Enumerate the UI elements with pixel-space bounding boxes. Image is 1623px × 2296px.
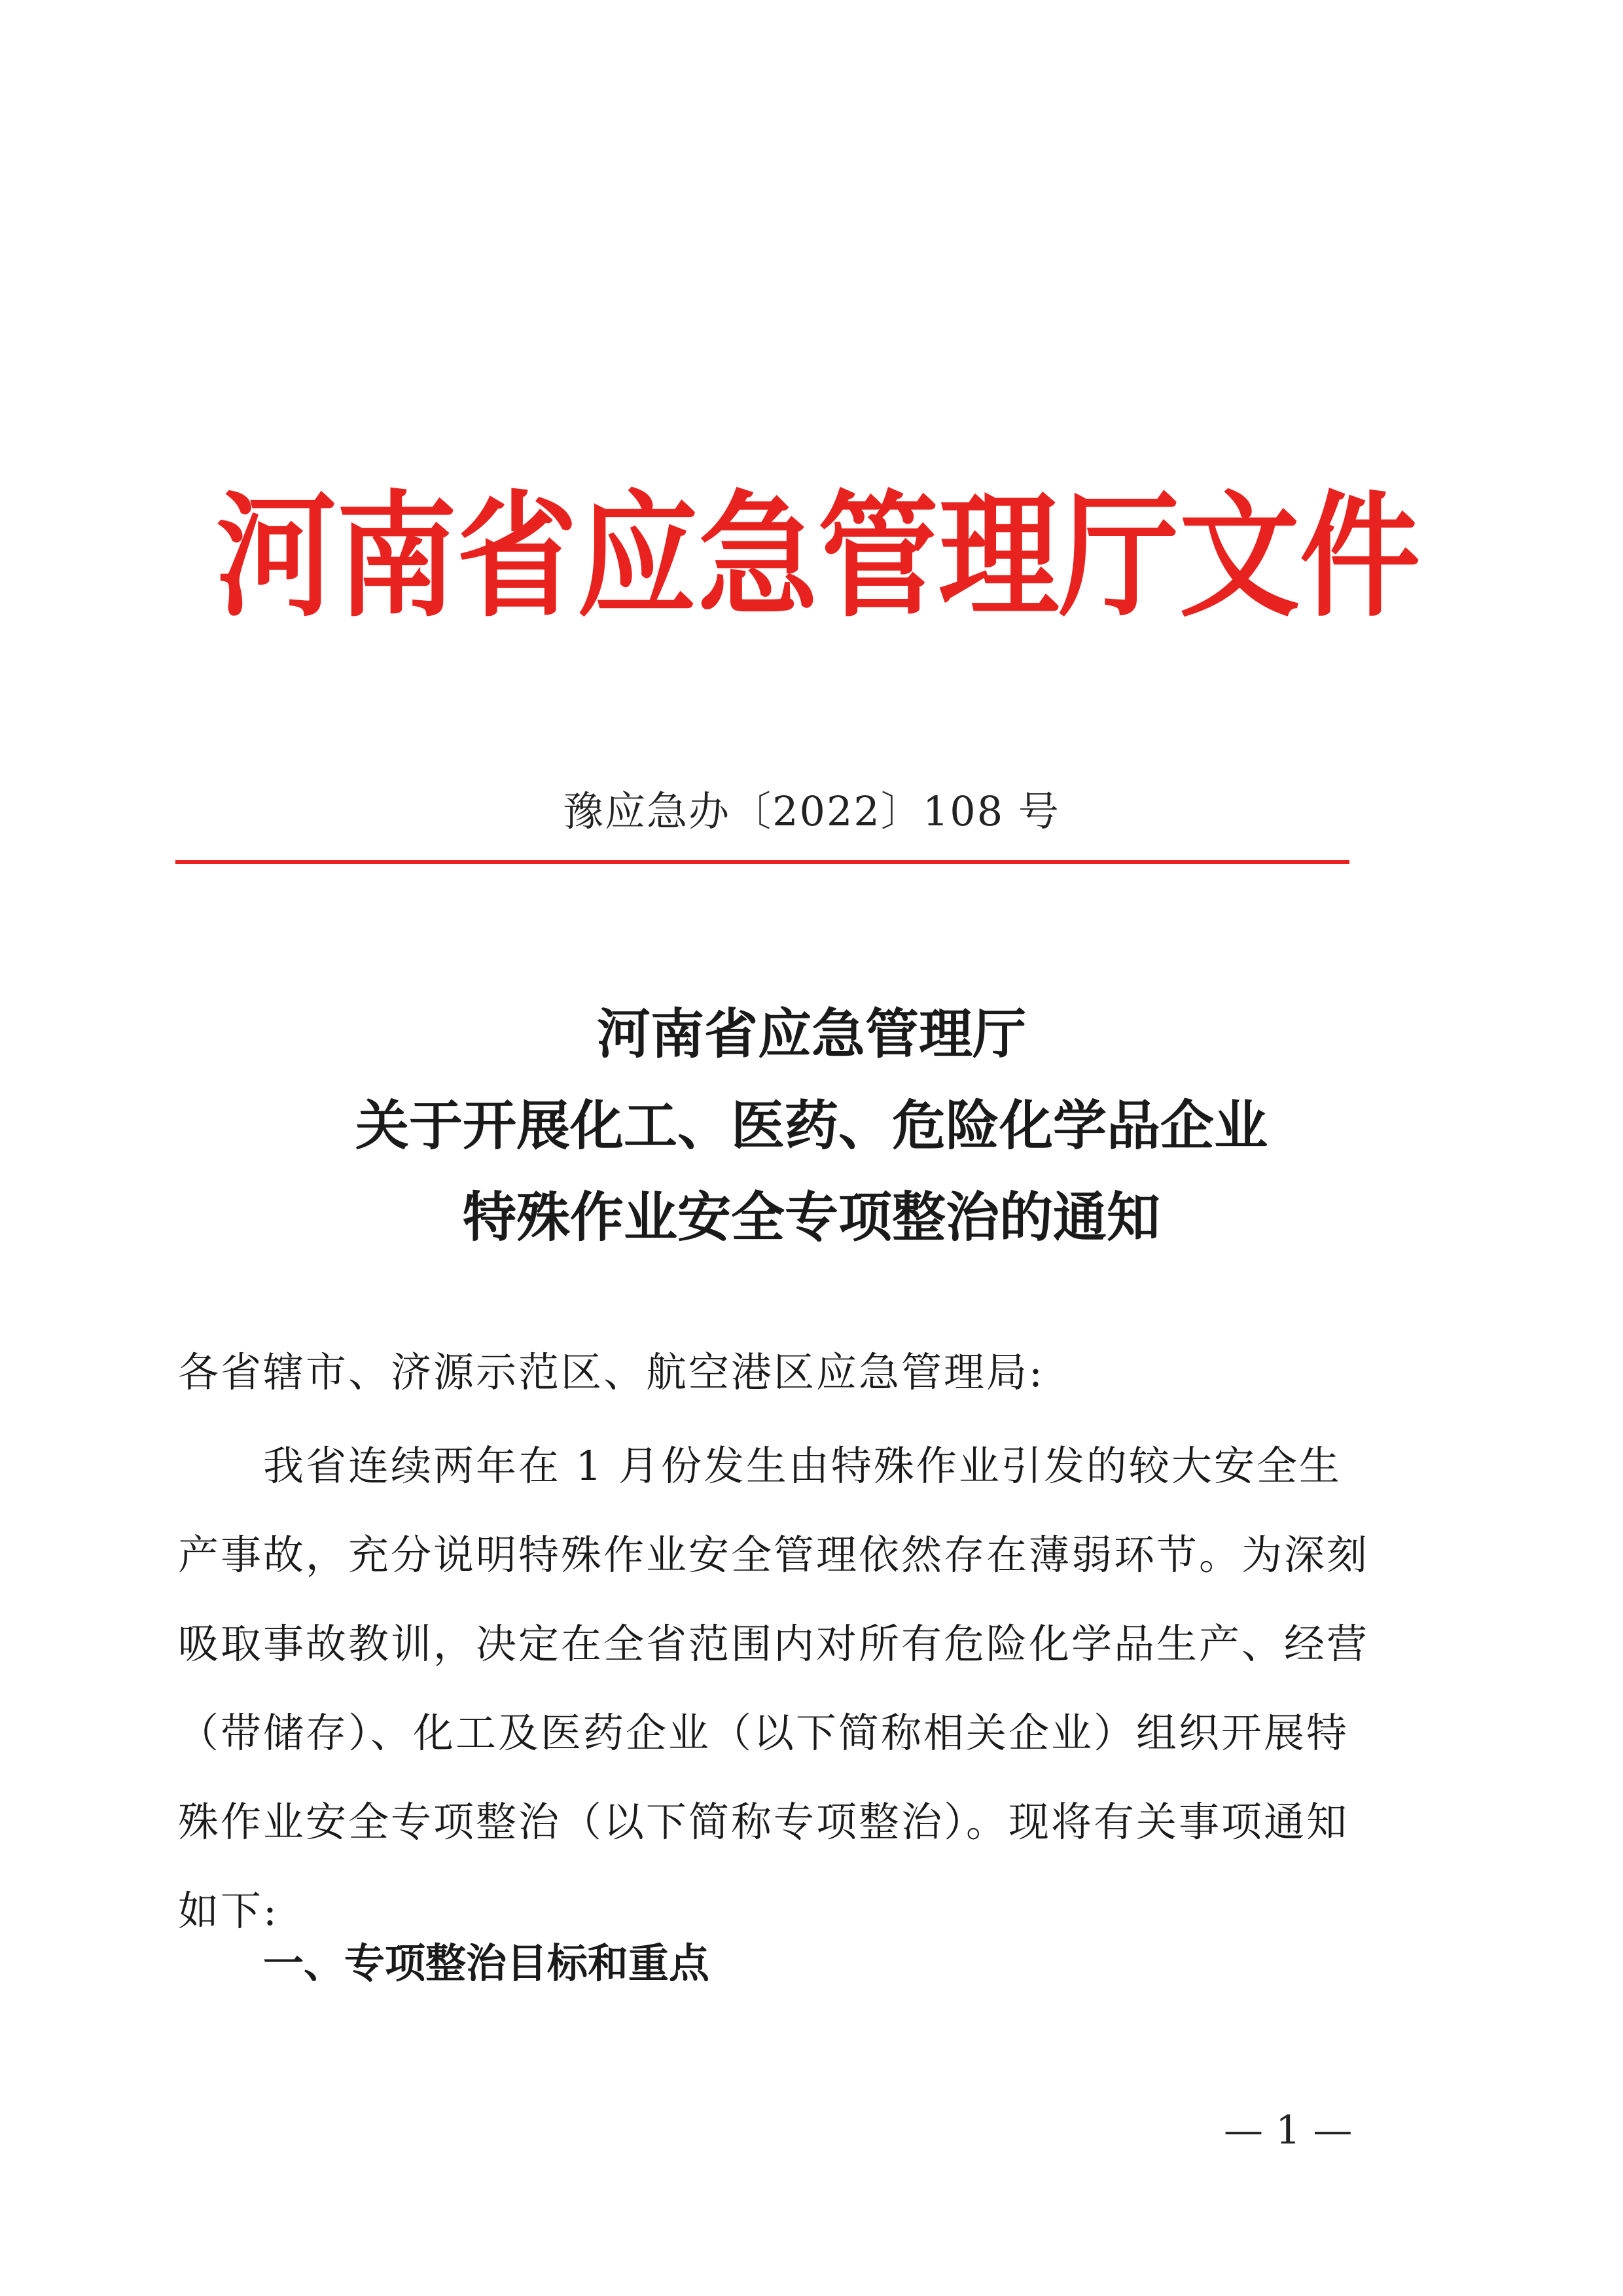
body-line-1: 我省连续两年在 1 月份发生由特殊作业引发的较大安全生 xyxy=(263,1442,1342,1490)
title-line-2: 关于开展化工、医药、危险化学品企业 xyxy=(355,1094,1268,1157)
body-line-3: 吸取事故教训，决定在全省范围内对所有危险化学品生产、经营 xyxy=(178,1620,1370,1668)
page-number: — 1 — xyxy=(1224,2108,1353,2153)
body-line-2: 产事故，充分说明特殊作业安全管理依然存在薄弱环节。为深刻 xyxy=(178,1531,1370,1579)
title-line-3: 特殊作业安全专项整治的通知 xyxy=(462,1186,1160,1249)
document-title xyxy=(0,988,1623,1263)
masthead-title: 河南省应急管理厅文件 xyxy=(216,477,1421,636)
body-line-5: 殊作业安全专项整治（以下简称专项整治）。现将有关事项通知 xyxy=(178,1798,1349,1846)
document-number: 豫应急办〔2022〕108 号 xyxy=(563,787,1060,835)
body-line-6: 如下: xyxy=(178,1887,279,1935)
body-line-4: （带储存）、化工及医药企业（以下简称相关企业）组织开展特 xyxy=(178,1709,1349,1757)
title-line-1: 河南省应急管理厅 xyxy=(596,1003,1026,1066)
body-paragraph xyxy=(178,1422,1370,1956)
section-heading: 一、专项整治目标和重点 xyxy=(263,1939,710,1987)
red-separator-line xyxy=(175,860,1349,864)
addressee: 各省辖市、济源示范区、航空港区应急管理局: xyxy=(178,1348,1044,1396)
